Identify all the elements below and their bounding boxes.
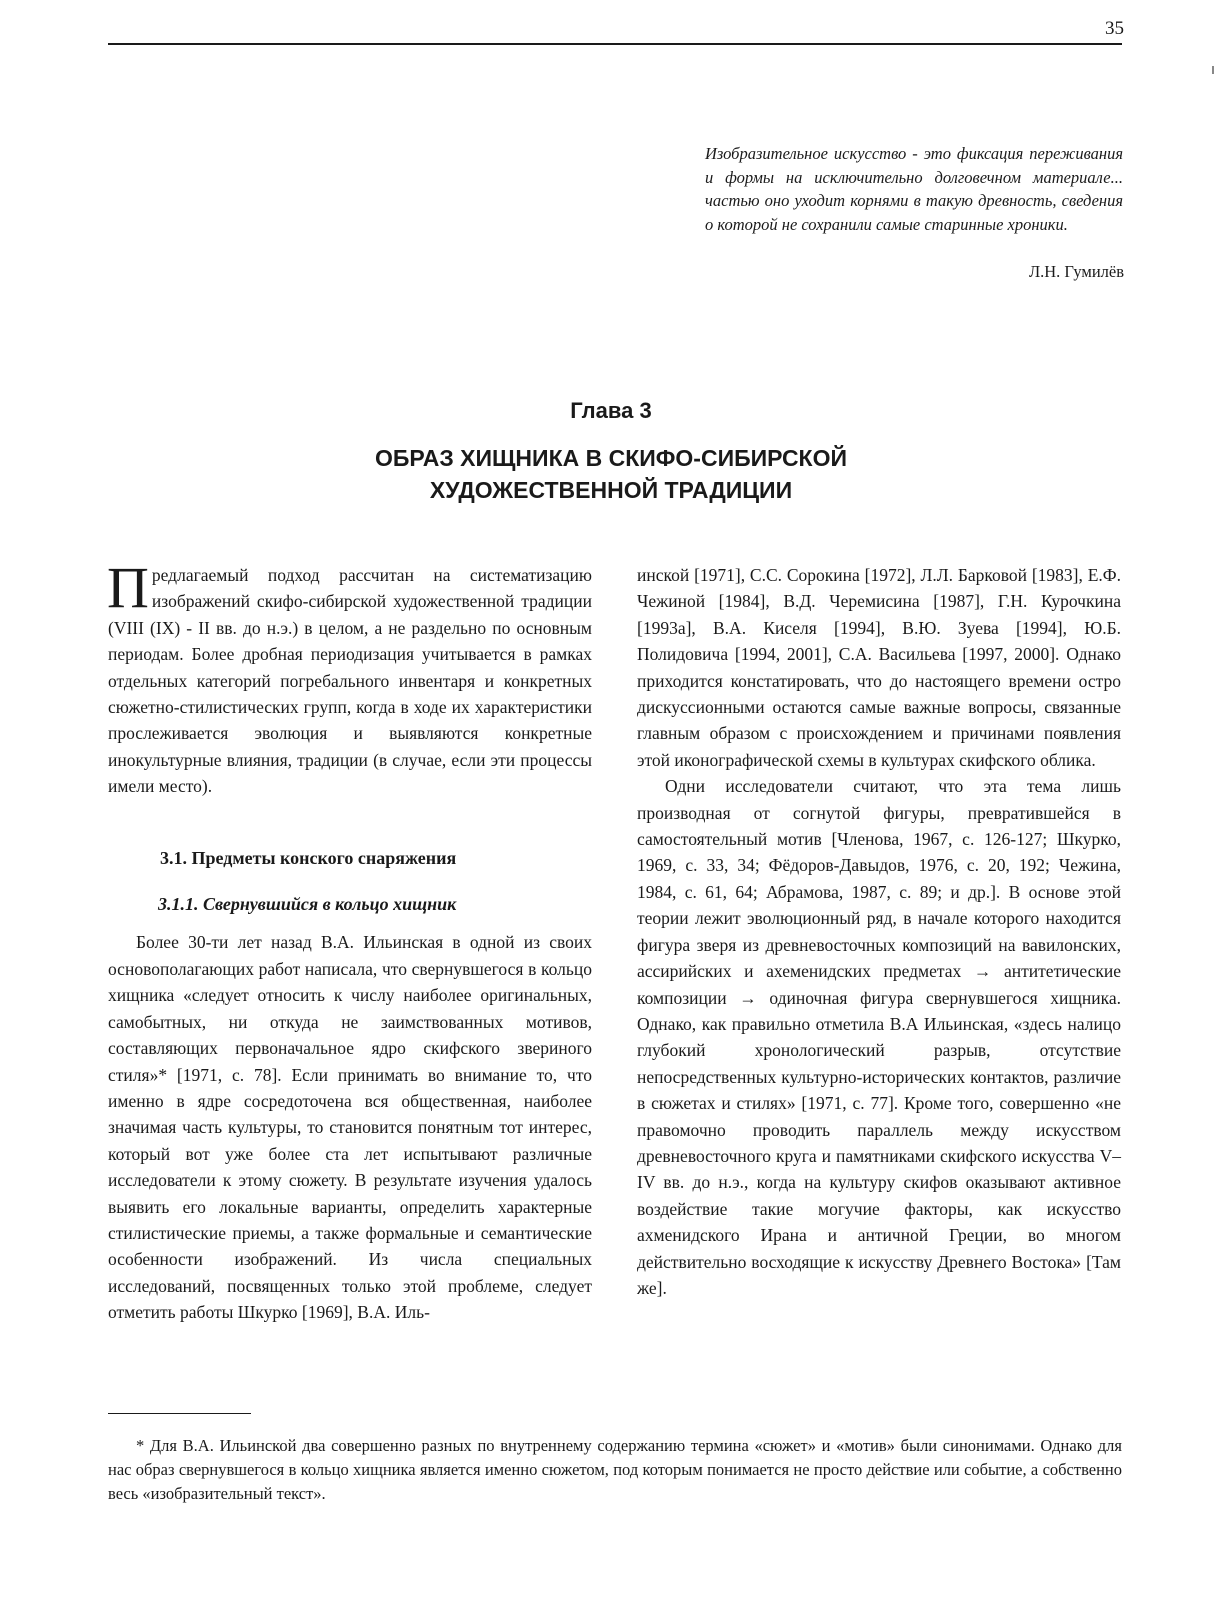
section-heading: 3.1. Предметы конского снаряжения: [160, 847, 457, 868]
header-rule: [108, 43, 1122, 45]
footnote: * Для В.А. Ильинской два совершенно разных по внутреннему содержанию термина «сюжет» и «мотив» были синонимами. Однако для нас образ свернувшегося в кольцо хищника является именно сюжетом, под которым понимается не просто действие или событие, а собственно весь «изобразительный текст».: [108, 1436, 1122, 1503]
drop-cap: П: [107, 555, 149, 620]
intro-paragraph: [107, 555, 592, 800]
chapter-label: Глава 3: [570, 398, 652, 423]
epigraph-author: Л.Н. Гумилёв: [1028, 262, 1124, 281]
right-column: [637, 562, 1121, 1301]
footnote-rule: [108, 1413, 251, 1414]
subsection-heading: 3.1.1. Свернувшийся в кольцо хищник: [158, 894, 457, 915]
scan-mark: [1212, 66, 1214, 74]
body-paragraph: Одни исследователи считают, что эта тема лишь производная от согнутой фигуры, превратившейся в самостоятельный мотив [Членова, 1967, с. 126-127; Шкурко, 1969, с. 33, 34; Фёдоров-Давыдов, 1976, с. 20, 192; Чежина, 1984, с. 61, 64; Абрамова, 1987, с. 89; и др.]. В основе этой теории лежит эволюционный ряд, в начале которого находится фигура зверя из древневосточных композиций на вавилонских, ассирийских и ахеменидских предметах → антитетические композиции → одиночная фигура свернувшегося хищника. Однако, как правильно отметила В.А Ильинская, «здесь налицо глубокий хронологический разрыв, отсутствие непосредственных культурно-исторических контактов, различие в сюжетах и стилях» [1971, с. 77]. Кроме того, совершенно «не правомочно проводить параллель между искусством древневосточного круга и памятниками скифского искусства V–IV вв. до н.э., когда на культуру скифов оказывают активное воздействие такие могучие факторы, как искусство ахменидского Ирана и античной Греции, во многом действительно восходящие к искусству Древнего Востока» [Там же].: [637, 776, 1121, 1298]
intro-text: редлагаемый подход рассчитан на систематизацию изображений скифо-сибирской художественной традиции (VIII (IX) - II вв. до н.э.) в целом, а не раздельно по основным периодам. Более дробная периодизация учитывается в рамках отдельных категорий погребального инвентаря и конкретных сюжетно-стилистических групп, когда в ходе их характеристики прослеживается эволюция и выявляются конкретные инокультурные влияния, традиции (в случае, если эти процессы имели место).: [108, 565, 592, 797]
page-number: 35: [1105, 18, 1124, 39]
epigraph-text: Изобразительное искусство - это фиксация переживания и формы на исключительно долговечном материале... частью оно уходит корнями в такую древность, сведения о которой не сохранили самые старинные хроники.: [705, 144, 1123, 234]
left-column: [107, 555, 592, 1326]
body-paragraph-continued: инской [1971], С.С. Сорокина [1972], Л.Л. Барковой [1983], Е.Ф. Чежиной [1984], В.Д. Черемисина [1987], Г.Н. Курочкина [1993а], В.А. Киселя [1994], В.Ю. Зуева [1994], Ю.Б. Полидовича [1994, 2001], С.А. Васильева [1997, 2000]. Однако приходится констатировать, что до настоящего времени остро дискуссионными остаются самые важные вопросы, связанные главным образом с происхождением и причинами появления этой иконографической схемы в культурах скифского облика.: [637, 565, 1121, 770]
chapter-title: ОБРАЗ ХИЩНИКА В СКИФО-СИБИРСКОЙ ХУДОЖЕСТВЕННОЙ ТРАДИЦИИ: [374, 445, 848, 503]
body-paragraph: Более 30-ти лет назад В.А. Ильинская в одной из своих основополагающих работ написала, что свернувшегося в кольцо хищника «следует относить к числу наиболее оригинальных, самобытных, ни откуда не заимствованных мотивов, составляющих первоначальное ядро скифского звериного стиля»* [1971, с. 78]. Если принимать во внимание то, что именно в ядре сосредоточена вся общественная, наиболее значимая часть культуры, то становится понятным тот интерес, который вот уже более ста лет испытывают различные исследователи к этому сюжету. В результате изучения удалось выявить его локальные варианты, определить характерные стилистические приемы, а также формальные и семантические особенности изображений. Из числа специальных исследований, посвященных только этой проблеме, следует отметить работы Шкурко [1969], В.А. Иль-: [108, 932, 592, 1323]
